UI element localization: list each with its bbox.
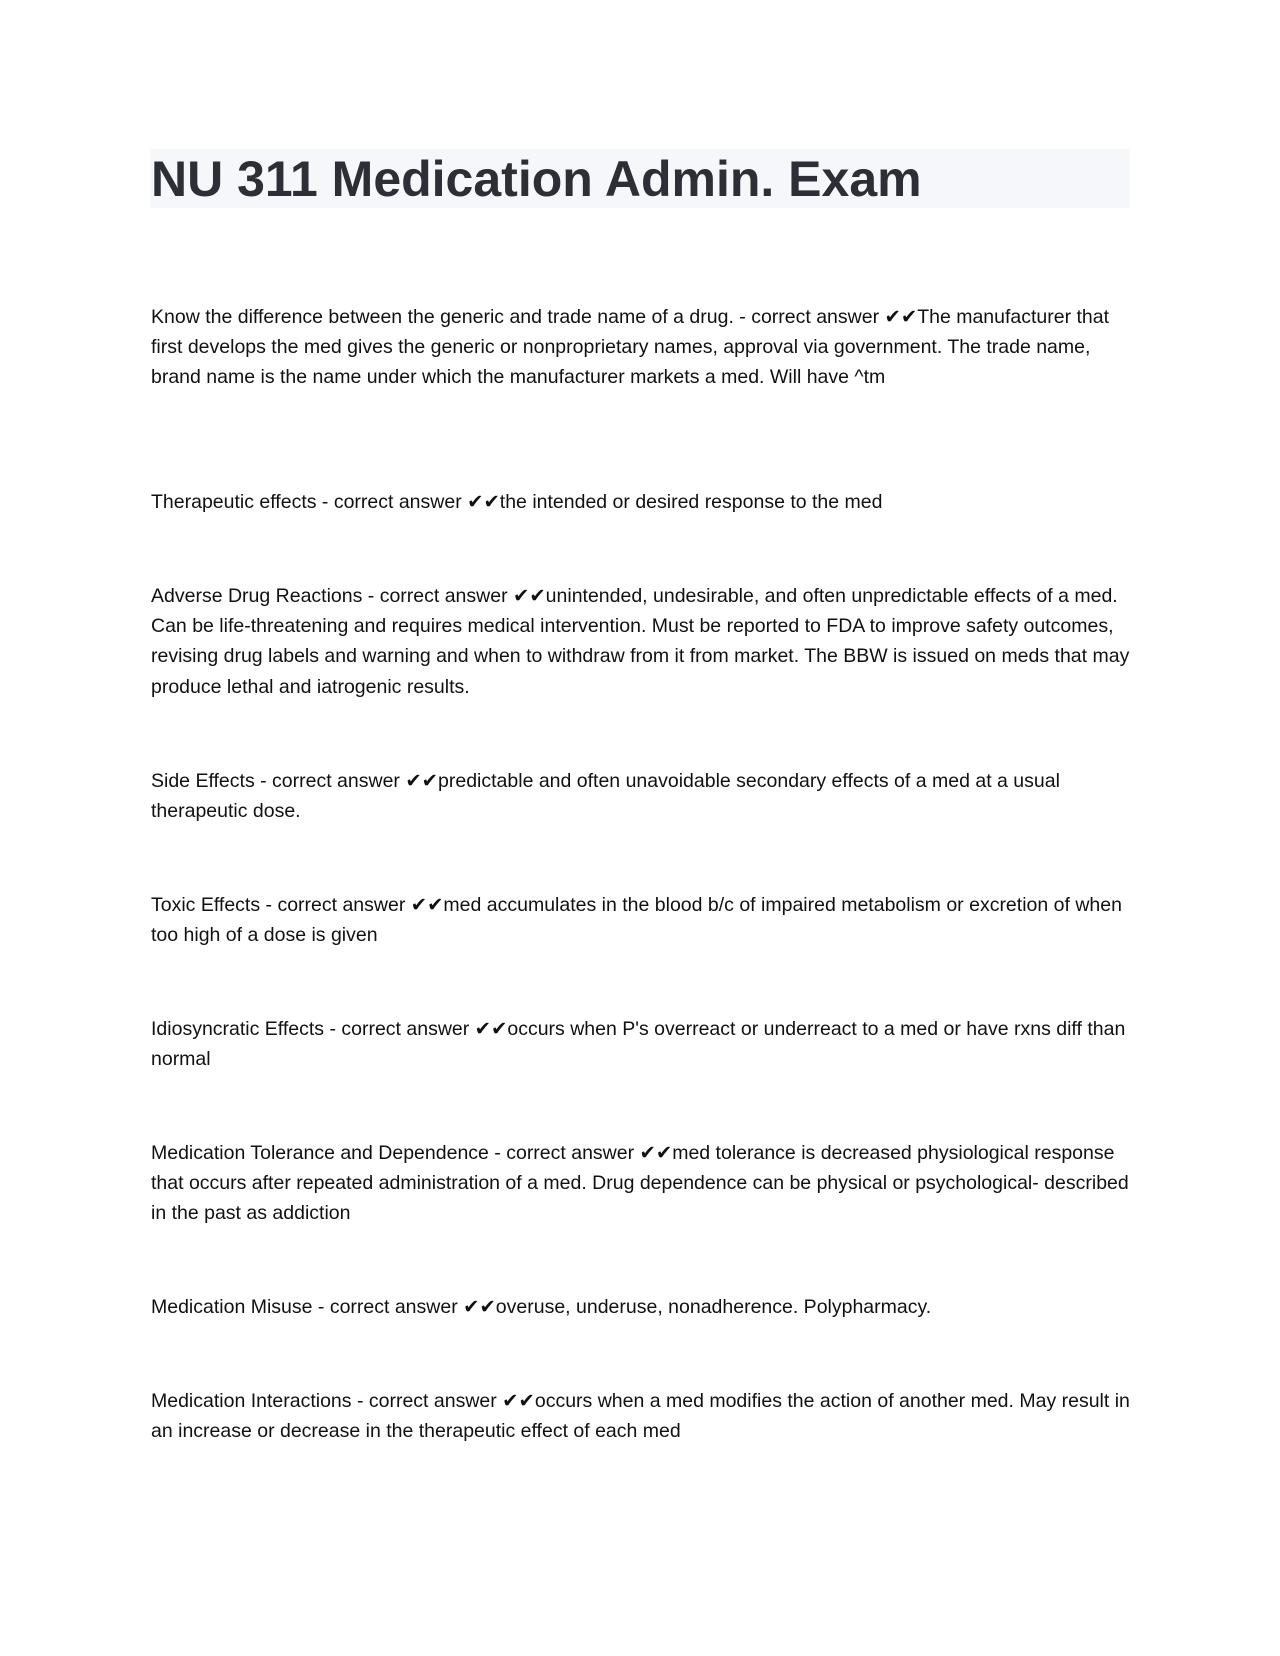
qa-separator: - correct answer — [362, 585, 513, 607]
qa-term: Know the difference between the generic and trade name of a drug. — [151, 306, 734, 328]
check-marks-icon: ✔✔ — [474, 1018, 508, 1040]
qa-separator: - correct answer — [488, 1142, 640, 1164]
qa-item — [151, 1014, 1136, 1074]
qa-term: Adverse Drug Reactions — [151, 585, 363, 607]
qa-answer: predictable and often unavoidable secondary effects of a med at a usual therapeutic dose. — [151, 770, 1060, 823]
qa-item — [151, 1386, 1136, 1446]
check-marks-icon: ✔✔ — [467, 491, 500, 513]
qa-separator: - correct answer — [733, 306, 885, 328]
qa-term: Toxic Effects — [151, 894, 261, 916]
qa-separator: - correct answer — [254, 770, 406, 792]
qa-term: Idiosyncratic Effects — [151, 1018, 325, 1040]
qa-answer: The manufacturer that first develops the med gives the generic or nonproprietary names, approval via government. The trade name, brand name is the name under which the manufacturer markets a med. Will have ^tm — [151, 306, 1110, 389]
qa-separator: - correct answer — [324, 1018, 475, 1040]
qa-separator: - correct answer — [312, 1296, 464, 1318]
qa-answer: med accumulates in the blood b/c of impaired metabolism or excretion of when too high of a dose is given — [151, 894, 1122, 947]
qa-separator: - correct answer — [316, 491, 468, 513]
qa-term: Side Effects — [151, 770, 255, 792]
check-marks-icon: ✔✔ — [463, 1296, 496, 1318]
qa-term: Therapeutic effects — [151, 491, 317, 513]
qa-separator: - correct answer — [260, 894, 411, 916]
check-marks-icon: ✔✔ — [884, 306, 918, 328]
qa-answer: occurs when a med modifies the action of another med. May result in an increase or decrease in the therapeutic effect of each med — [151, 1390, 1130, 1443]
qa-item — [151, 581, 1136, 702]
qa-item — [151, 766, 1136, 826]
qa-item — [151, 890, 1136, 950]
qa-answer: overuse, underuse, nonadherence. Polypharmacy. — [495, 1296, 932, 1318]
qa-item — [151, 1138, 1136, 1229]
check-marks-icon: ✔✔ — [410, 894, 444, 916]
check-marks-icon: ✔✔ — [502, 1390, 535, 1412]
qa-answer: unintended, undesirable, and often unpredictable effects of a med. Can be life-threatening and requires medical intervention. Must be reported to FDA to improve safety outcomes, revising drug labels and warning and when to withdraw from it from market. The BBW is issued on meds that may produce lethal and iatrogenic results. — [151, 585, 1130, 698]
qa-term: Medication Misuse — [151, 1296, 313, 1318]
page-title: NU 311 Medication Admin. Exam — [151, 151, 922, 207]
qa-item — [151, 487, 1136, 517]
qa-item — [151, 1292, 1136, 1322]
check-marks-icon: ✔✔ — [512, 585, 546, 607]
qa-term: Medication Interactions — [151, 1390, 352, 1412]
check-marks-icon: ✔✔ — [405, 770, 439, 792]
qa-separator: - correct answer — [351, 1390, 503, 1412]
qa-item — [151, 302, 1136, 393]
qa-answer: occurs when P's overreact or underreact to a med or have rxns diff than normal — [151, 1018, 1126, 1071]
check-marks-icon: ✔✔ — [639, 1142, 673, 1164]
qa-answer: med tolerance is decreased physiological response that occurs after repeated administration of a med. Drug dependence can be physical or psychological- described in the past as addiction — [151, 1142, 1129, 1225]
qa-answer: the intended or desired response to the med — [499, 491, 883, 513]
qa-term: Medication Tolerance and Dependence — [151, 1142, 489, 1164]
